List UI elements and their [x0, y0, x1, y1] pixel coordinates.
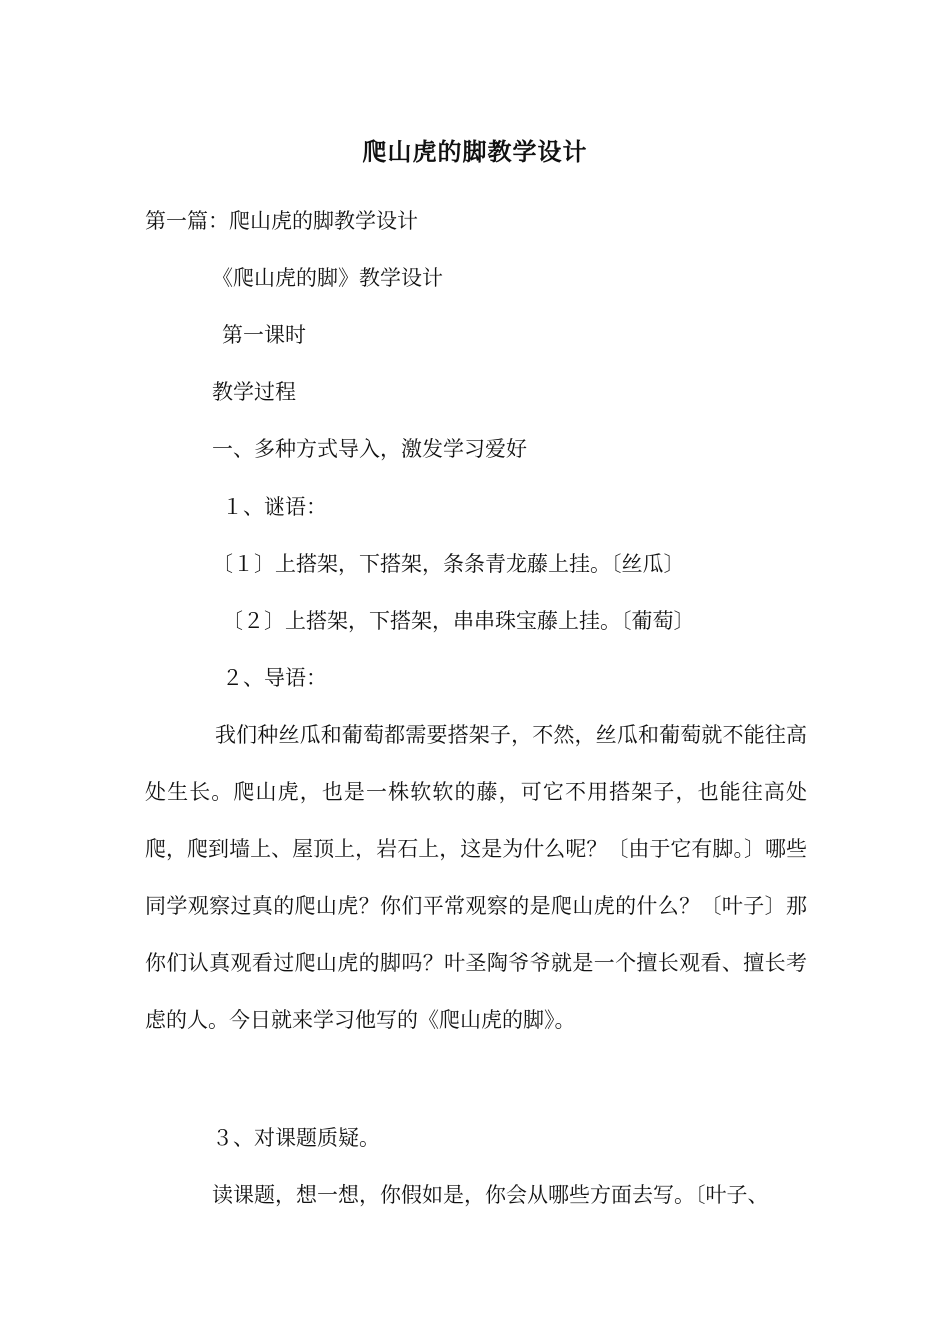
riddle-item-1: 〔１〕上搭架，下搭架，条条青龙藤上挂。〔丝瓜〕: [212, 552, 685, 576]
section-heading-1: 一、多种方式导入，激发学习爱好: [212, 437, 527, 461]
body-text-last-line: 读课题，想一想，你假如是，你会从哪些方面去写。〔叶子、: [212, 1183, 769, 1207]
lesson-number: 第一课时: [222, 323, 306, 347]
process-heading: 教学过程: [212, 380, 296, 404]
intro-heading: ２、导语：: [222, 666, 327, 690]
riddle-heading: １、谜语：: [222, 495, 327, 519]
question-heading: ３、对课题质疑。: [212, 1126, 380, 1150]
intro-paragraph: 我们种丝瓜和葡萄都需要搭架子，不然，丝瓜和葡萄就不能往高处生长。爬山虎，也是一株软软的藤，可它不用搭架子，也能往高处爬，爬到墙上、屋顶上，岩石上，这是为什么呢？〔由于它有脚。〕哪些同学观察过真的爬山虎？你们平常观察的是爬山虎的什么？〔叶子〕那你们认真观看过爬山虎的脚吗？叶圣陶爷爷就是一个擅长观看、擅长考虑的人。今日就来学习他写的《爬山虎的脚》。: [145, 723, 807, 1032]
riddle-item-2: 〔２〕上搭架，下搭架，串串珠宝藤上挂。〔葡萄〕: [222, 609, 695, 633]
chapter-heading: 第一篇：爬山虎的脚教学设计: [145, 209, 418, 233]
document-title: 爬山虎的脚教学设计: [362, 137, 588, 166]
lesson-plan-subtitle: 《爬山虎的脚》教学设计: [212, 266, 443, 290]
